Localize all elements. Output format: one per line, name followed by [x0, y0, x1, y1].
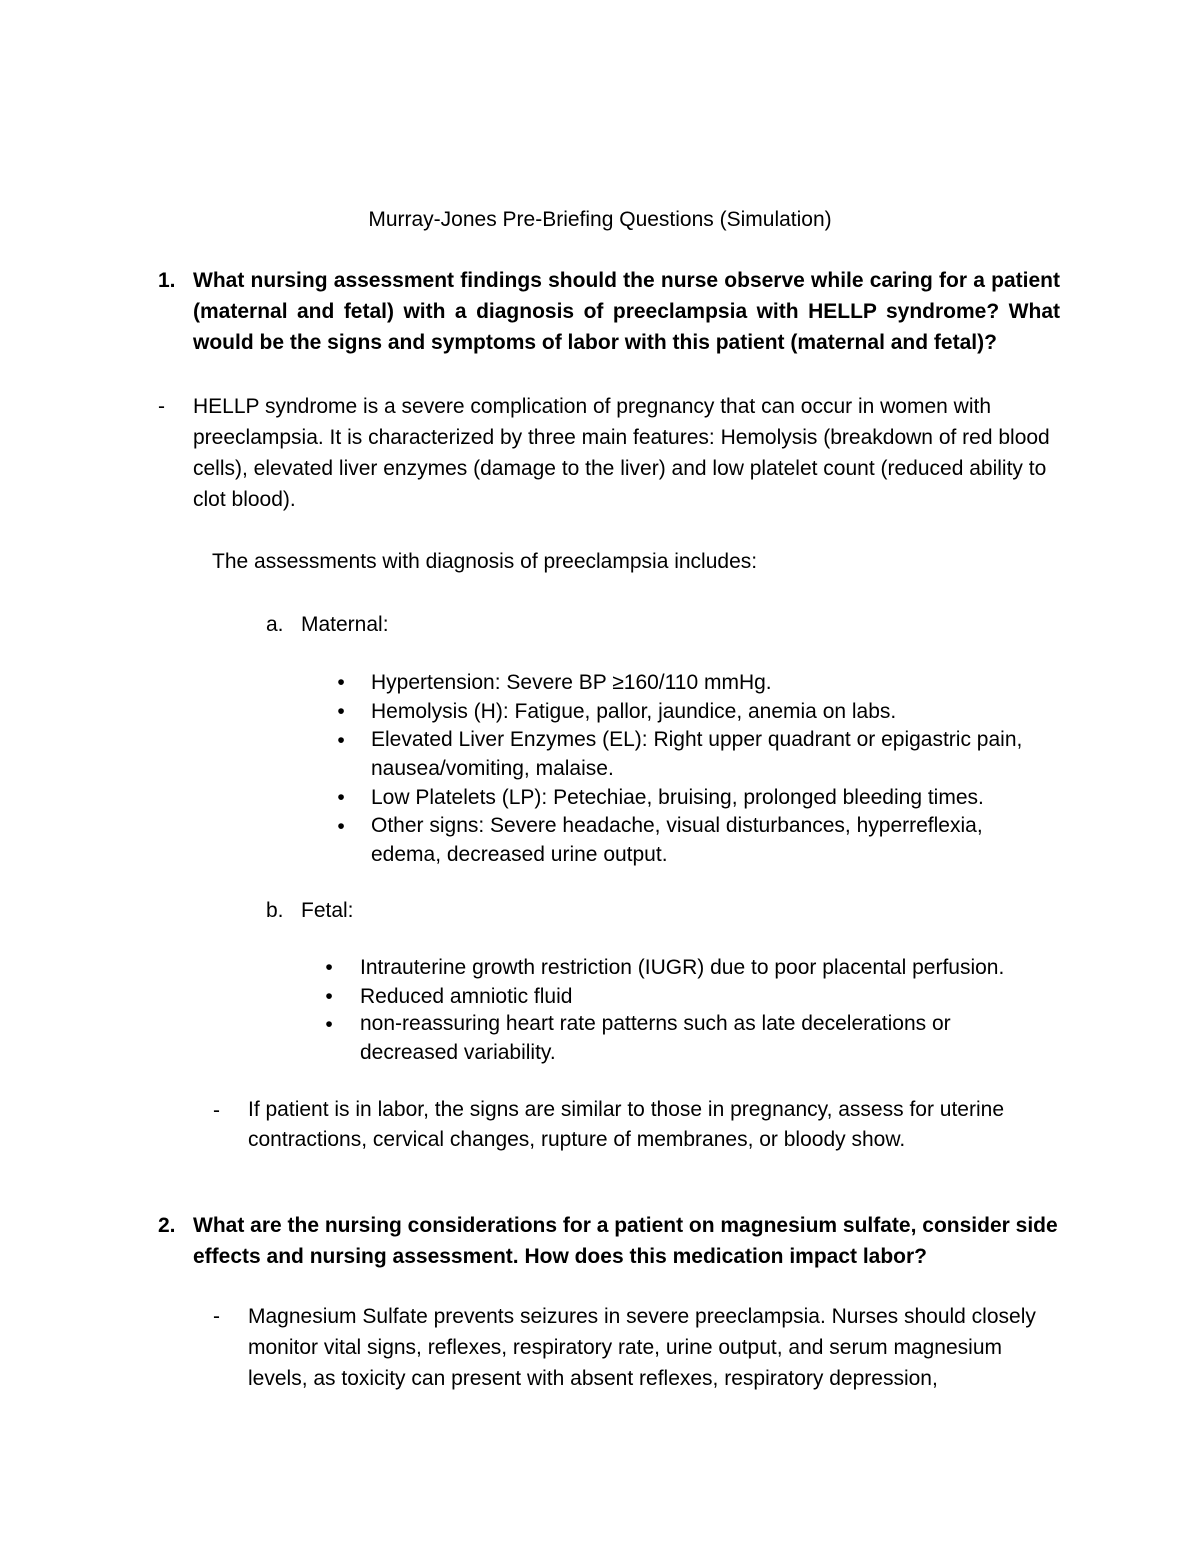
fetal-label: b.: [266, 899, 284, 922]
bullet-icon: •: [325, 985, 333, 1008]
fetal-item: non-reassuring heart rate patterns such as late decelerations or decreased variability.: [360, 1012, 951, 1064]
maternal-heading: Maternal:: [301, 613, 389, 636]
answer-1-paragraph: HELLP syndrome is a severe complication of pregnancy that can occur in women with preeclampsia. It is characterized by three main features: Hemolysis (breakdown of red blood cells), elevated liver enzymes (damage to the liver) and low platelet count (reduced ability to clot blood).: [193, 395, 1050, 511]
bullet-icon: •: [325, 956, 333, 979]
fetal-item: Reduced amniotic fluid: [360, 985, 573, 1008]
maternal-item: Low Platelets (LP): Petechiae, bruising, prolonged bleeding times.: [371, 786, 984, 809]
bullet-icon: •: [337, 786, 345, 809]
maternal-item: Other signs: Severe headache, visual disturbances, hyperreflexia, edema, decreased urine output.: [371, 814, 983, 866]
maternal-label: a.: [266, 613, 284, 636]
bullet-icon: •: [337, 729, 345, 752]
question-2-number: 2.: [158, 1214, 176, 1237]
bullet-icon: •: [337, 815, 345, 838]
maternal-item: Hemolysis (H): Fatigue, pallor, jaundice, anemia on labs.: [371, 700, 897, 723]
bullet-icon: •: [337, 700, 345, 723]
answer-1-dash: -: [158, 395, 165, 418]
fetal-heading: Fetal:: [301, 899, 354, 922]
bullet-icon: •: [337, 671, 345, 694]
page-title: Murray-Jones Pre-Briefing Questions (Simulation): [368, 208, 832, 231]
maternal-item: Hypertension: Severe BP ≥160/110 mmHg.: [371, 671, 772, 694]
labor-paragraph: If patient is in labor, the signs are similar to those in pregnancy, assess for uterine contractions, cervical changes, rupture of membranes, or bloody show.: [248, 1098, 1004, 1151]
maternal-item: Elevated Liver Enzymes (EL): Right upper quadrant or epigastric pain, nausea/vomiting, malaise.: [371, 728, 1023, 780]
answer-2-paragraph: Magnesium Sulfate prevents seizures in severe preeclampsia. Nurses should closely monitor vital signs, reflexes, respiratory rate, urine output, and serum magnesium levels, as toxicity can present with absent reflexes, respiratory depression,: [248, 1305, 1036, 1390]
question-1-number: 1.: [158, 269, 176, 292]
assessments-intro: The assessments with diagnosis of preeclampsia includes:: [212, 550, 758, 573]
answer-2-dash: -: [213, 1305, 220, 1328]
fetal-item: Intrauterine growth restriction (IUGR) due to poor placental perfusion.: [360, 956, 1005, 979]
question-2-text: What are the nursing considerations for a patient on magnesium sulfate, consider side effects and nursing assessment. How does this medication impact labor?: [193, 1214, 1058, 1268]
question-1-text: What nursing assessment findings should the nurse observe while caring for a patient (maternal and fetal) with a diagnosis of preeclampsia with HELLP syndrome? What would be the signs and symptoms of labor with this patient (maternal and fetal)?: [193, 269, 1060, 354]
bullet-icon: •: [325, 1013, 333, 1036]
labor-dash: -: [213, 1099, 220, 1122]
